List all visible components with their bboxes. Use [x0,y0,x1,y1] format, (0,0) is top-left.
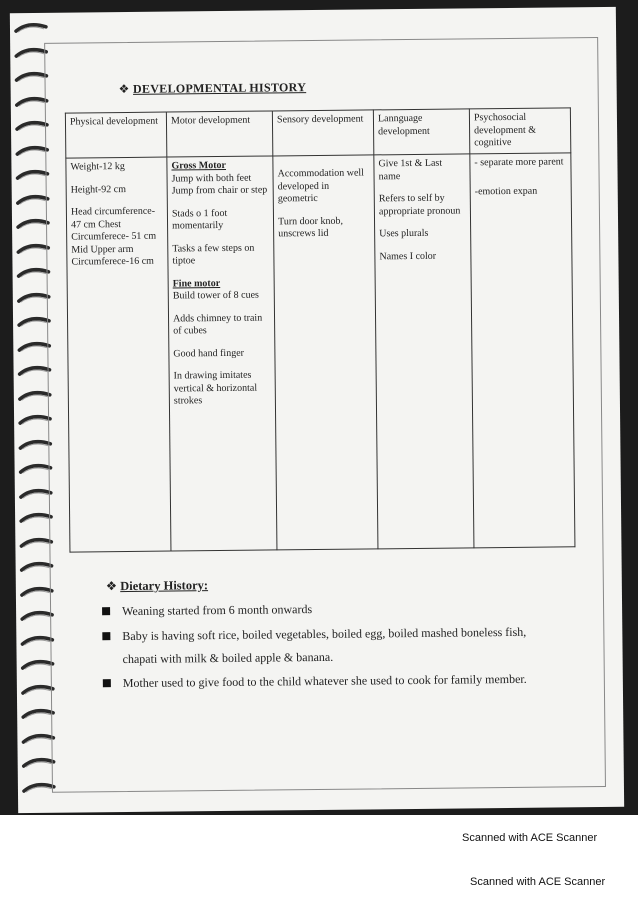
psychosocial-item: - separate more parent [474,156,564,169]
physical-item: Height-92 cm [70,183,126,196]
spiral-ring-icon [14,21,50,35]
section-title [119,80,307,97]
motor-item: Good hand finger [173,347,245,360]
header-motor: Motor development [166,111,273,157]
motor-item: Build tower of 8 cues [172,289,259,302]
motor-item: Jump with both feet Jump from chair or step [171,172,268,197]
header-sensory: Sensory development [272,110,373,156]
motor-item: Adds chimney to train of cubes [172,312,263,337]
list-item [102,620,562,670]
list-item [103,668,563,696]
table-row [66,153,575,552]
header-language: Lannguage development [373,109,469,155]
dietary-title: Dietary History: [120,578,209,594]
motor-item: Tasks a few steps on tiptoe [172,242,255,267]
scanner-watermark: Scanned with ACE Scanner [462,832,598,844]
fine-motor-title: Fine motor [172,277,221,290]
section-title-text: DEVELOPMENTAL HISTORY [132,80,307,96]
cell-motor [167,156,277,551]
language-item: Give 1st & Last name [378,157,443,182]
table-header-row [65,108,570,158]
physical-item: Weight-12 kg [70,160,125,173]
psychosocial-item: -emotion expan [474,185,538,197]
header-psychosocial: Psychosocial development & cognitive [469,108,570,154]
cell-physical [66,157,171,552]
developmental-history-table [65,107,576,552]
header-physical: Physical development [65,112,166,158]
dietary-heading [106,577,208,594]
gross-motor-title: Gross Motor [171,159,227,172]
cell-language [374,154,474,549]
square-bullet-icon [102,607,110,615]
sensory-item: Turn door knob, unscrews lid [278,215,344,240]
motor-item: Stads o 1 foot momentarily [171,207,228,232]
diamond-bullet-icon: ❖ [118,81,130,97]
dietary-list [102,595,563,697]
list-item-text: Mother used to give food to the child whatever she used to cook for family member. [122,672,527,691]
square-bullet-icon [102,632,110,640]
square-bullet-icon [103,680,111,688]
language-item: Names I color [379,250,437,262]
physical-item: Head circumference- 47 cm Chest Circumferece- 51 cm Mid Upper arm Circumferece-16 cm [70,205,157,268]
notebook-page [10,7,624,813]
sensory-item: Accommodation well developed in geometric [277,167,365,205]
list-item-text: Weaning started from 6 month onwards [122,602,313,619]
list-item-text: Baby is having soft rice, boiled vegetables, boiled egg, boiled mashed boneless fish, chapati with milk & boiled apple & banana. [122,624,527,666]
list-item [102,595,562,623]
scanner-watermark: Scanned with ACE Scanner [470,876,606,888]
language-item: Refers to self by appropriate pronoun [378,192,461,217]
language-item: Uses plurals [379,227,429,240]
motor-item: In drawing imitates vertical & horizontal strokes [173,369,258,407]
cell-sensory [273,155,378,550]
diamond-bullet-icon: ❖ [105,579,118,594]
cell-psychosocial [470,153,575,548]
